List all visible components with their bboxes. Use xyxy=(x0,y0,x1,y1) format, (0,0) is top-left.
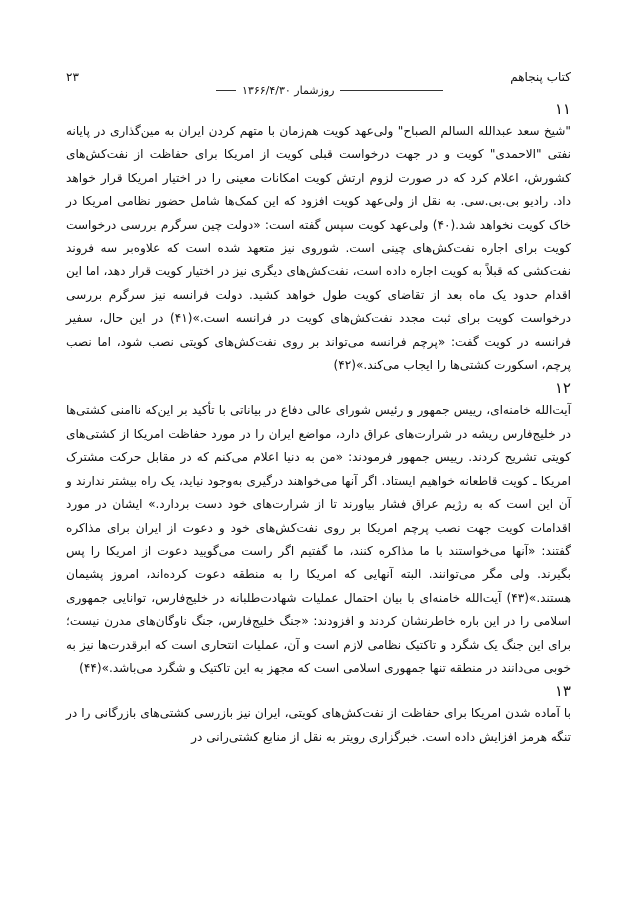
diary-date-label: روزشمار ۱۳۶۶/۴/۳۰ xyxy=(236,84,340,97)
page-number: ۲۳ xyxy=(66,70,79,84)
entry-number: ۱۲ xyxy=(554,379,571,398)
entry-paragraph: "شیخ سعد عبدالله السالم الصباح" ولی‌عهد کویت هم‌زمان با متهم کردن ایران به مین‌گذاری در پایانه نفتی "الاحمدی" کویت و در جهت درخواست قبلی کویت از امریکا برای حفاظت از نفت‌کش‌های کشورش، اعلام کرد که در صورت لزوم ارتش کویت امکانات معینی را در اختیار امریکا قرار خواهد داد. رادیو بی.بی.سی. به نقل از ولی‌عهد کویت افزود که این کمک‌ها شامل حضور نظامی امریکا در خاک کویت نخواهد شد.(۴۰) ولی‌عهد کویت سپس گفته است: «دولت چین سرگرم بررسی درخواست کویت برای اجاره نفت‌کش‌های چینی است. شوروی نیز متعهد شده است که علاوه‌بر سه فروند نفت‌کشی که قبلاً به کویت اجاره داده است، نفت‌کش‌های دیگری نیز در اختیار کویت قرار دهد، اما این اقدام حدود یک ماه بعد از تقاضای کویت طول خواهد کشید. دولت فرانسه نیز سرگرم بررسی درخواست کویت برای ثبت مجدد نفت‌کش‌های کویت در فرانسه است.»(۴۱) در این حال، سفیر فرانسه در کویت گفت: «پرچم فرانسه می‌تواند بر روی نفت‌کش‌های کویتی نصب شود، اما نصب پرچم، اسکورت کشتی‌ها را ایجاب می‌کند.»(۴۲) xyxy=(66,124,571,373)
entry xyxy=(66,377,571,680)
page-body xyxy=(66,98,571,861)
entry-number: ۱۳ xyxy=(554,682,571,701)
entry-paragraph: با آماده شدن امریکا برای حفاظت از نفت‌کش‌های کویتی، ایران نیز بازرسی کشتی‌های بازرگانی را در تنگه هرمز افزایش داده است. خبرگزاری رویتر به نقل از منابع کشتی‌رانی در xyxy=(66,706,571,744)
entry xyxy=(66,98,571,377)
entry xyxy=(66,680,571,749)
entry-number: ۱۱ xyxy=(554,100,571,118)
book-title: کتاب پنجاهم xyxy=(510,70,571,84)
entry-paragraph: آیت‌الله خامنه‌ای، رییس جمهور و رئیس شورای عالی دفاع در بیاناتی با تأکید بر این‌که ناامنی کشتی‌ها در خلیج‌فارس ریشه در شرارت‌های عراق دارد، مواضع ایران را در مورد حفاظت امریکا از کشتی‌های کویتی تشریح کردند. رییس جمهور فرمودند: «من به دنیا اعلام می‌کنم که در مقابل حرکت مشترک امریکا ـ کویت قاطعانه خواهیم ایستاد. اگر آنها می‌خواهند درگیری به‌وجود نیاید، یک راه بیشتر ندارند و آن این است که به رژیم عراق فشار بیاورند تا از شرارت‌های خود دست بردارد.» ایشان در مورد اقدامات کویت جهت نصب پرچم امریکا بر روی نفت‌کش‌های خود و دعوت از ایران برای مذاکره گفتند: «آنها می‌خواستند با ما مذاکره کنند، ما گفتیم اگر راست می‌گویید دعوت از امریکا را پس بگیرند. ولی مگر می‌توانند. البته آنهایی که امریکا را به منطقه دعوت کرده‌اند، امروز پشیمان هستند.»(۴۳) آیت‌الله خامنه‌ای با بیان احتمال عملیات شهادت‌طلبانه در خلیج‌فارس، توانایی جمهوری اسلامی را در این باره خاطرنشان کردند و افزودند: «جنگ خلیج‌فارس، جنگ ناوگان‌های مدرن نیست؛ برای این جنگ یک شگرد و تاکتیک نظامی لازم است و آن، عملیات انتحاری است که ابرقدرت‌ها نیز به خوبی می‌دانند در منطقه تنها جمهوری اسلامی است که مجهز به این تاکتیک و شگرد می‌باشد.»(۴۴) xyxy=(66,403,571,675)
